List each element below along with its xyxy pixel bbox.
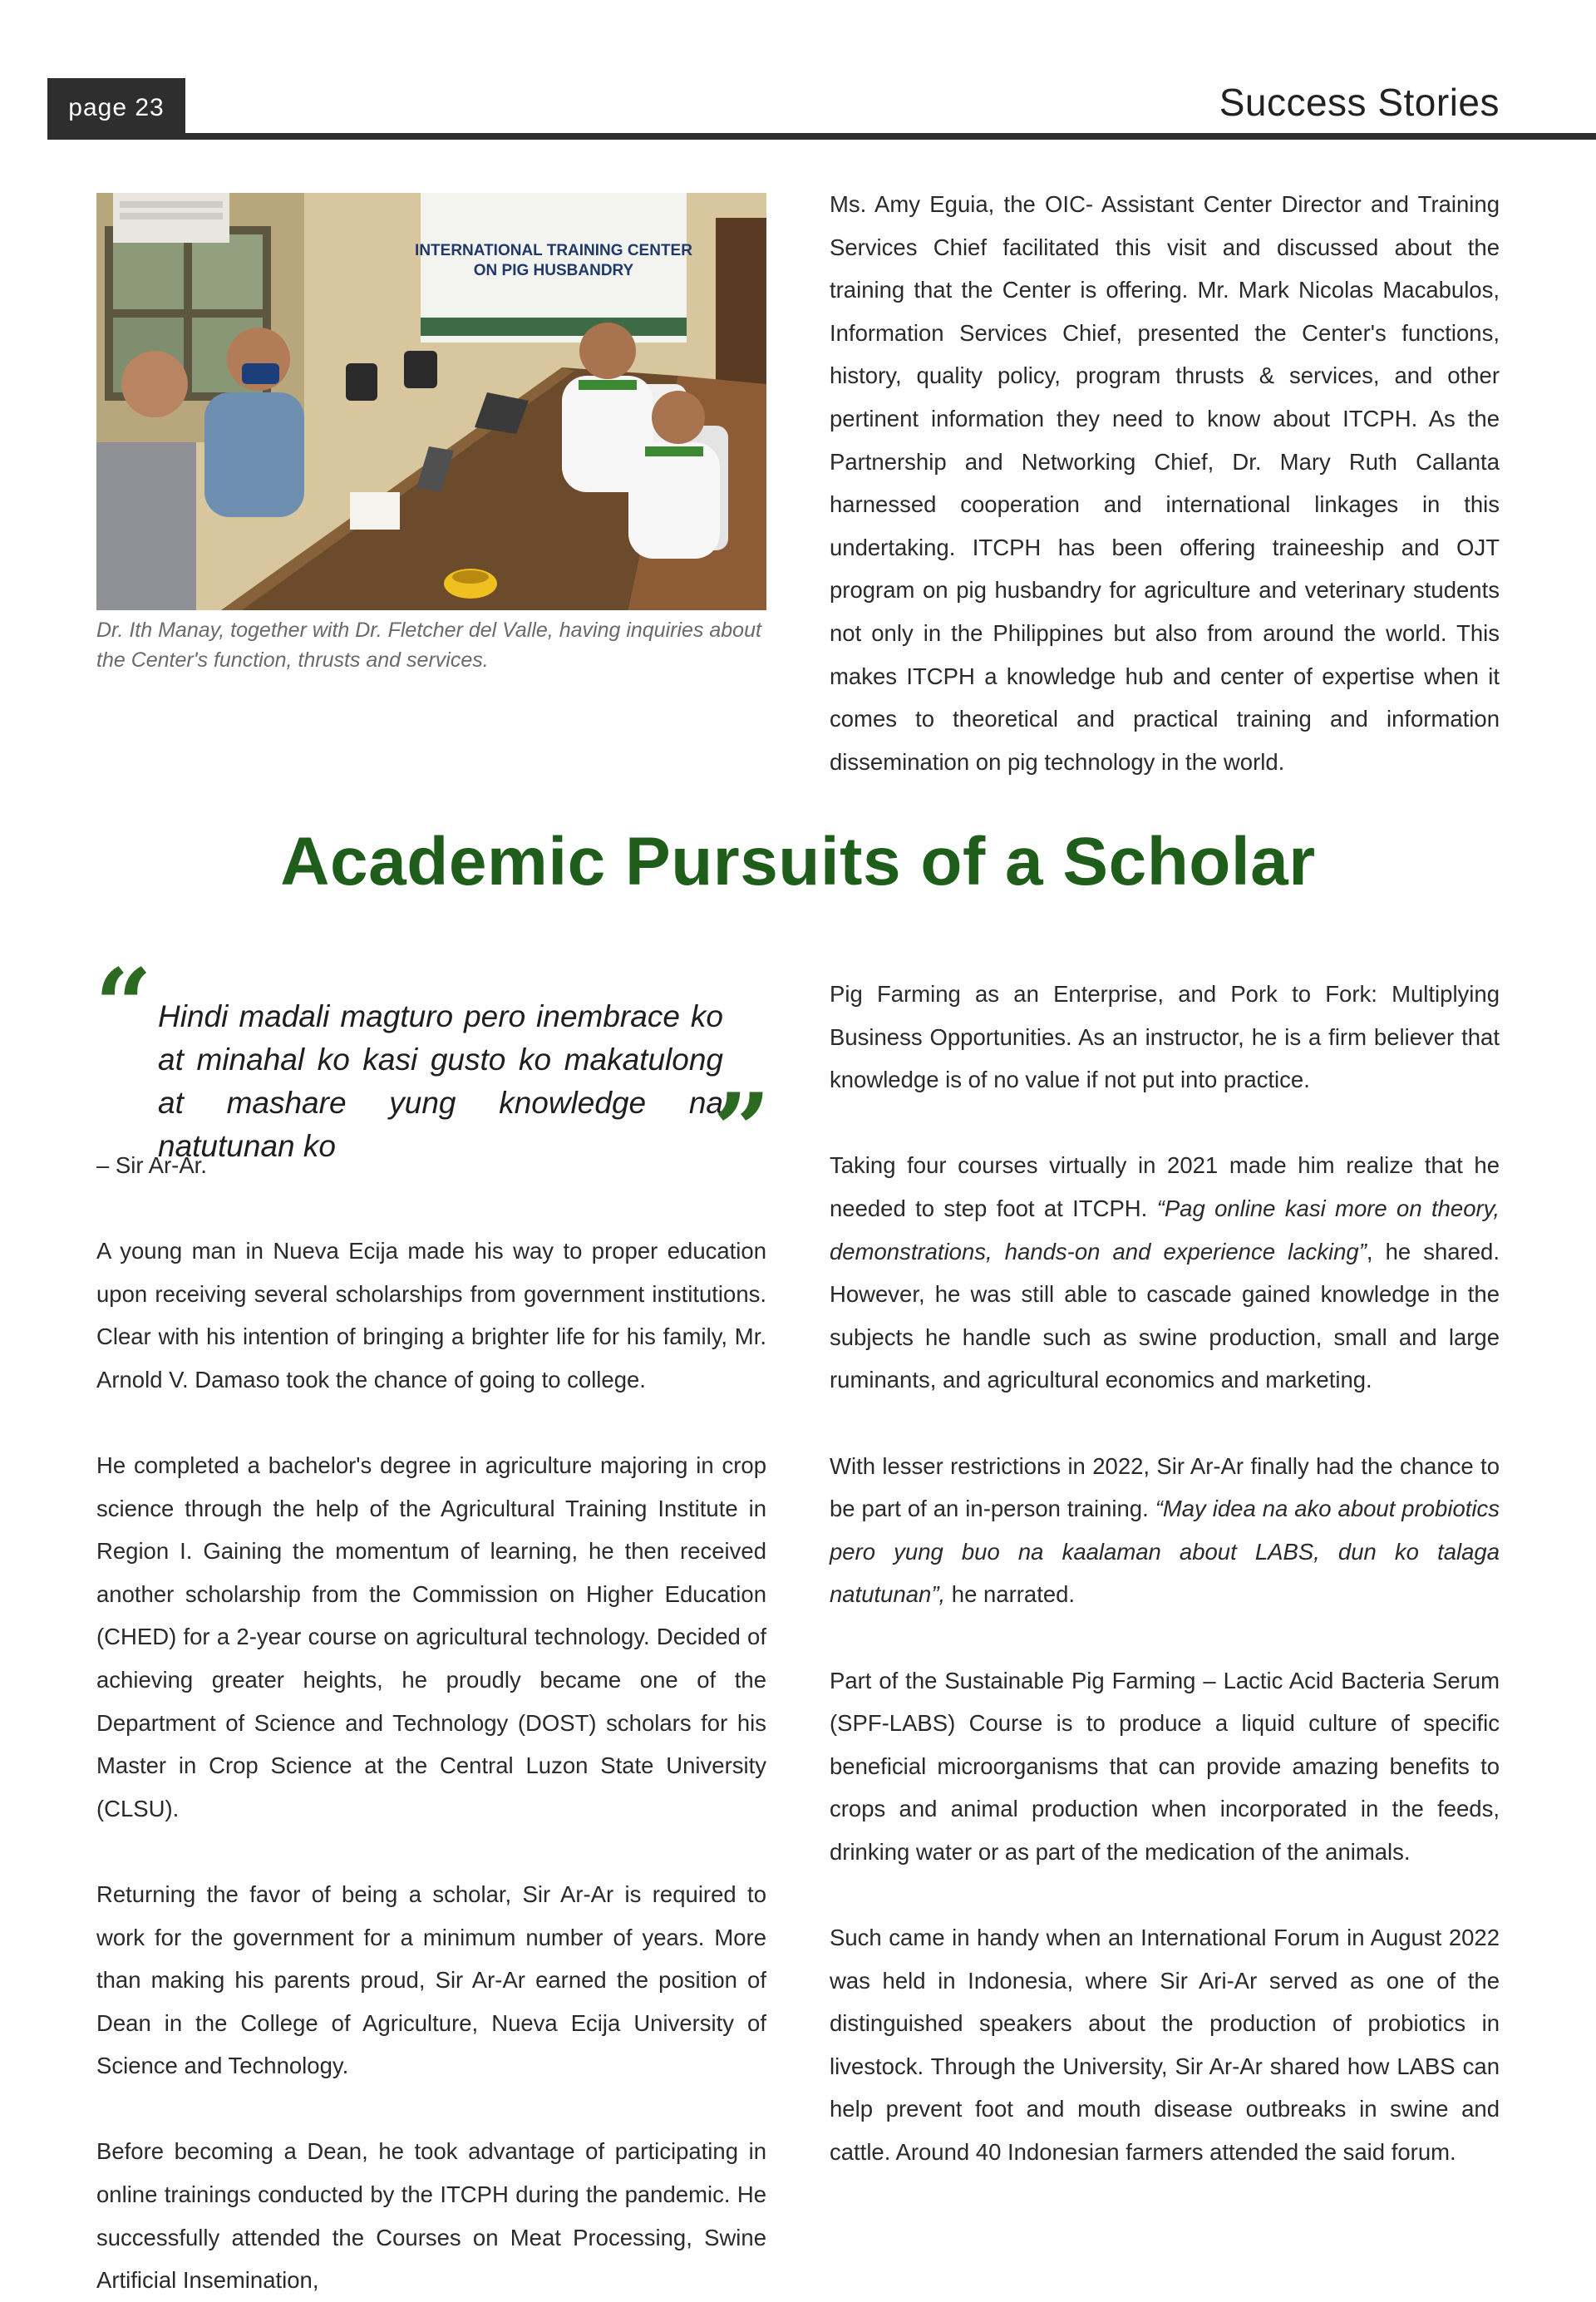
right-column [830,973,1500,2174]
left-paragraph: A young man in Nueva Ecija made his way to proper education upon receiving several scholarships from government institutions. Clear with his intention of bringing a brighter life for his family, Mr. Arnold V. Damaso took the chance of going to college. [96,1238,766,1393]
intro-paragraph: Ms. Amy Eguia, the OIC- Assistant Center Director and Training Services Chief facilitated this visit and discussed about the training that the Center is offering. Mr. Mark Nicolas Macabulos, Information Services Chief, presented the Center's functions, history, quality policy, program thrusts & services, and other pertinent information they need to know about ITCPH. As the Partnership and Networking Chief, Dr. Mary Ruth Callanta harnessed cooperation and international linkages in this undertaking. ITCPH has been offering traineeship and OJT program on pig husbandry for agriculture and veterinary students not only in the Philippines but also from around the world. This makes ITCPH a knowledge hub and center of expertise when it comes to theoretical and practical training and information dissemination on pig technology in the world. [830,191,1500,775]
right-paragraph: Pig Farming as an Enterprise, and Pork to Fork: Multiplying Business Opportunities. As an instructor, he is a firm believer that knowledge is of no value if not put into practice. [830,981,1500,1093]
left-paragraph: Before becoming a Dean, he took advantage of participating in online trainings conducted by the ITCPH during the pandemic. He successfully attended the Courses on Meat Processing, Swine Artificial Insemination, [96,2138,766,2294]
open-quote-icon: “ [95,947,153,1064]
article-title: Academic Pursuits of a Scholar [280,824,1316,900]
right-paragraph: Such came in handy when an International Forum in August 2022 was held in Indonesia, where Sir Ari-Ar served as one of the distinguished speakers about the production of probiotics in livestock. Through the University, Sir Ar-Ar shared how LABS can help prevent foot and mouth disease outbreaks in swine and cattle. Around 40 Indonesian farmers attended the said forum. [830,1925,1500,2166]
banner-line-2: ON PIG HUSBANDRY [473,262,634,279]
close-quote-icon: ” [713,1072,771,1189]
right-paragraph: Taking four courses virtually in 2021 made him realize that he needed to step foot at ITCPH. “Pag online kasi more on theory, demonstrations, hands-on and experience lacking”, he shared. However, he was still able to cascade gained knowledge in the subjects he handle such as swine production, small and large ruminants, and agricultural economics and marketing. [830,1152,1500,1393]
header-rule [47,133,1596,140]
left-paragraph: Returning the favor of being a scholar, Sir Ar-Ar is required to work for the government for a minimum number of years. More than making his parents proud, Sir Ar-Ar earned the position of Dean in the College of Agriculture, Nueva Ecija University of Science and Technology. [96,1881,766,2079]
right-paragraph: Part of the Sustainable Pig Farming – Lactic Acid Bacteria Serum (SPF-LABS) Course is to produce a liquid culture of specific beneficial microorganisms that can provide amazing benefits to crops and animal production when incorporated in the feeds, drinking water or as part of the medication of the animals. [830,1667,1500,1865]
banner-line-1: INTERNATIONAL TRAINING CENTER [415,242,692,259]
pull-quote: Hindi madali magturo pero inembrace ko at minahal ko kasi gusto ko makatulong at mashare yung knowledge na natutunan ko [158,999,723,1163]
page-number-tab: page 23 [47,78,185,138]
inline-quote: “Pag online kasi more on theory, demonstrations, hands-on and experience lacking” [830,1195,1500,1264]
meeting-photo [96,193,766,610]
photo-caption: Dr. Ith Manay, together with Dr. Fletcher del Valle, having inquiries about the Center's function, thrusts and services. [96,619,761,672]
right-paragraph: With lesser restrictions in 2022, Sir Ar-Ar finally had the chance to be part of an in-person training. “May idea na ako about probiotics pero yung buo na kaalaman about LABS, dun ko talaga natutunan”, he narrated. [830,1452,1500,1608]
section-title: Success Stories [1219,81,1500,124]
quote-attribution: – Sir Ar-Ar. [96,1152,207,1178]
inline-quote: “May idea na ako about probiotics pero yung buo na kaalaman about LABS, dun ko talaga natutunan”, [830,1496,1500,1608]
left-column [96,1230,766,2302]
left-paragraph: He completed a bachelor's degree in agriculture majoring in crop science through the help of the Agricultural Training Institute in Region I. Gaining the momentum of learning, he then received another scholarship from the Commission on Higher Education (CHED) for a 2-year course on agricultural technology. Decided of achieving greater heights, he proudly became one of the Department of Science and Technology (DOST) scholars for his Master in Crop Science at the Central Luzon State University (CLSU). [96,1452,766,1821]
